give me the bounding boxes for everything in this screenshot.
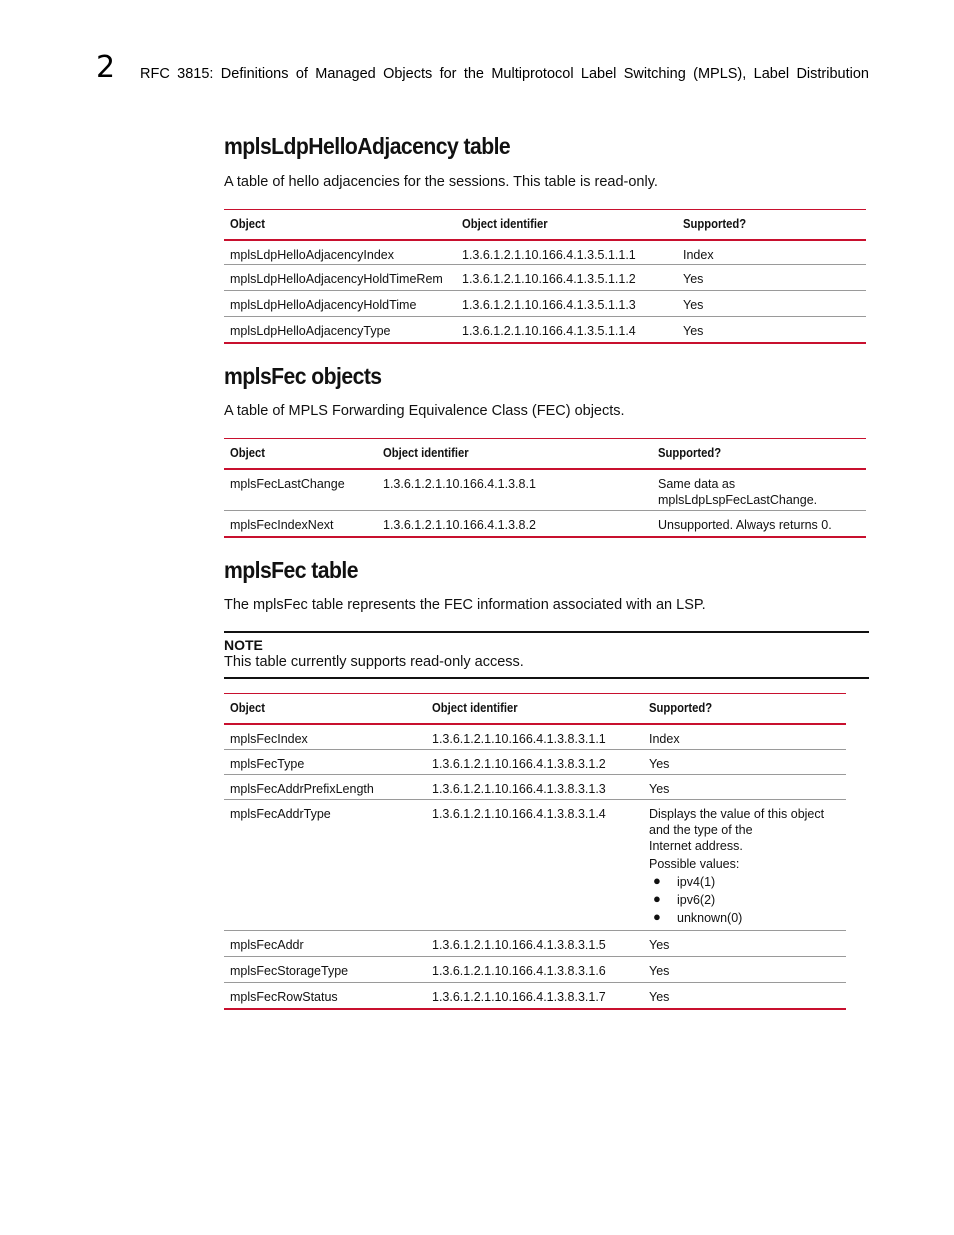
cell-oid: 1.3.6.1.2.1.10.166.4.1.3.8.2: [377, 511, 652, 537]
fec-objects-table: [224, 438, 866, 538]
cell-object: mplsFecIndex: [224, 724, 426, 750]
cell-oid: 1.3.6.1.2.1.10.166.4.1.3.8.3.1.6: [426, 957, 643, 983]
cell-supported: Yes: [643, 931, 846, 957]
bullet-icon: ●: [653, 873, 661, 888]
cell-object: mplsFecLastChange: [224, 469, 377, 511]
supported-line: Displays the value of this object: [649, 807, 825, 821]
chapter-number: 2: [96, 50, 116, 85]
running-header: RFC 3815: Definitions of Managed Objects for the Multiprotocol Label Switching (MPLS), Label Distribution: [140, 66, 869, 82]
table-header-row: [224, 694, 846, 724]
table-row: [224, 511, 866, 537]
bullet-text: ipv6(2): [677, 893, 716, 907]
cell-oid: 1.3.6.1.2.1.10.166.4.1.3.5.1.1.4: [456, 317, 677, 343]
possible-values-label: Possible values:: [649, 857, 740, 871]
section-description: A table of hello adjacencies for the sessions. This table is read-only.: [224, 174, 658, 190]
section-heading-fec-objects: mplsFec objects: [224, 363, 382, 389]
cell-oid: 1.3.6.1.2.1.10.166.4.1.3.8.3.1.3: [426, 775, 643, 800]
cell-oid: 1.3.6.1.2.1.10.166.4.1.3.8.3.1.1: [426, 724, 643, 750]
cell-supported: Yes: [643, 775, 846, 800]
cell-object: mplsFecAddrType: [224, 800, 426, 931]
table-row: [224, 291, 866, 317]
cell-oid: 1.3.6.1.2.1.10.166.4.1.3.8.3.1.4: [426, 800, 643, 931]
cell-object: mplsLdpHelloAdjacencyHoldTime: [224, 291, 456, 317]
cell-oid: 1.3.6.1.2.1.10.166.4.1.3.8.3.1.7: [426, 983, 643, 1009]
note-label: NOTE: [224, 637, 263, 653]
cell-object: mplsFecType: [224, 750, 426, 775]
cell-object: mplsFecIndexNext: [224, 511, 377, 537]
table-row: [224, 800, 846, 931]
cell-oid: 1.3.6.1.2.1.10.166.4.1.3.8.1: [377, 469, 652, 511]
section-description: A table of MPLS Forwarding Equivalence Class (FEC) objects.: [224, 403, 625, 419]
cell-supported: Yes: [677, 265, 866, 291]
cell-object: mplsFecAddrPrefixLength: [224, 775, 426, 800]
bullet-icon: ●: [653, 891, 661, 906]
table-header-row: [224, 439, 866, 469]
section-heading-fec-table: mplsFec table: [224, 557, 358, 583]
table-row: [224, 775, 846, 800]
column-header-object: Object: [224, 694, 426, 724]
cell-oid: 1.3.6.1.2.1.10.166.4.1.3.8.3.1.2: [426, 750, 643, 775]
note-text: This table currently supports read-only access.: [224, 654, 524, 670]
bullet-text: unknown(0): [677, 911, 743, 925]
hello-adjacency-table: [224, 209, 866, 344]
table-row: [224, 983, 846, 1009]
cell-supported: Index: [677, 240, 866, 265]
cell-object: mplsFecStorageType: [224, 957, 426, 983]
cell-supported: [652, 469, 866, 511]
table-row: [224, 317, 866, 343]
cell-object: mplsFecAddr: [224, 931, 426, 957]
cell-supported: Yes: [643, 983, 846, 1009]
cell-object: mplsLdpHelloAdjacencyIndex: [224, 240, 456, 265]
fec-table: [224, 693, 846, 1010]
table-row: [224, 724, 846, 750]
column-header-object: Object: [224, 210, 456, 240]
cell-oid: 1.3.6.1.2.1.10.166.4.1.3.5.1.1.2: [456, 265, 677, 291]
cell-oid: 1.3.6.1.2.1.10.166.4.1.3.5.1.1.3: [456, 291, 677, 317]
table-row: [224, 240, 866, 265]
bullet-icon: ●: [653, 909, 661, 924]
cell-supported: Index: [643, 724, 846, 750]
cell-object: mplsLdpHelloAdjacencyType: [224, 317, 456, 343]
table-row: [224, 750, 846, 775]
column-header-object: Object: [224, 439, 377, 469]
cell-oid: 1.3.6.1.2.1.10.166.4.1.3.8.3.1.5: [426, 931, 643, 957]
table-row: [224, 957, 846, 983]
table-row: [224, 469, 866, 511]
supported-line: mplsLdpLspFecLastChange.: [658, 492, 818, 507]
cell-supported: [643, 800, 846, 931]
cell-supported: Yes: [643, 750, 846, 775]
column-header-oid: Object identifier: [456, 210, 677, 240]
section-heading-hello-adjacency: mplsLdpHelloAdjacency table: [224, 133, 511, 159]
cell-oid: 1.3.6.1.2.1.10.166.4.1.3.5.1.1.1: [456, 240, 677, 265]
cell-object: mplsLdpHelloAdjacencyHoldTimeRem: [224, 265, 456, 291]
cell-supported: Yes: [643, 957, 846, 983]
column-header-supported: Supported?: [652, 439, 866, 469]
supported-line: and the type of the: [649, 823, 753, 837]
supported-line: Same data as: [658, 476, 736, 491]
list-item: [649, 892, 840, 908]
list-item: [649, 910, 840, 926]
column-header-supported: Supported?: [643, 694, 846, 724]
column-header-oid: Object identifier: [377, 439, 652, 469]
cell-supported: Yes: [677, 317, 866, 343]
bullet-text: ipv4(1): [677, 875, 716, 889]
table-row: [224, 931, 846, 957]
column-header-oid: Object identifier: [426, 694, 643, 724]
section-description: The mplsFec table represents the FEC information associated with an LSP.: [224, 597, 706, 613]
note-box: [224, 631, 869, 679]
table-header-row: [224, 210, 866, 240]
column-header-supported: Supported?: [677, 210, 866, 240]
cell-object: mplsFecRowStatus: [224, 983, 426, 1009]
table-row: [224, 265, 866, 291]
cell-supported: Yes: [677, 291, 866, 317]
cell-supported: Unsupported. Always returns 0.: [652, 511, 866, 537]
supported-line: Internet address.: [649, 839, 743, 853]
list-item: [649, 874, 840, 890]
